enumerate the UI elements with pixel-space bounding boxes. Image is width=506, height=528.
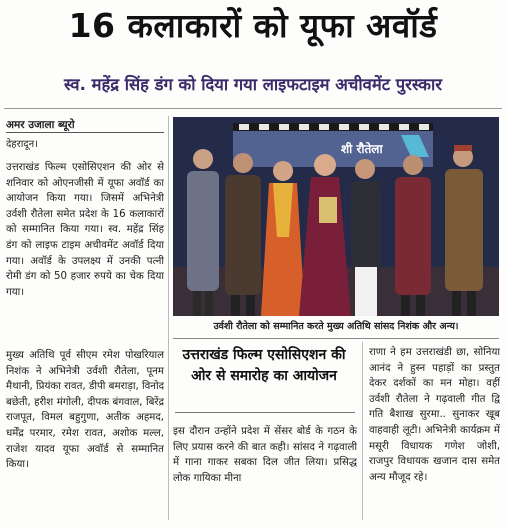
dateline: देहरादून। [6, 139, 38, 150]
headline: 16 कलाकारों को यूफा अवॉर्ड [68, 6, 438, 45]
event-photo [173, 117, 499, 316]
box-heading: उत्तराखंड फिल्म एसोसिएशन की ओर से समारोह का आयोजन [182, 347, 346, 384]
column-divider-left [168, 116, 169, 520]
person-7 [445, 145, 483, 316]
article-paragraph-4: राणा ने हम उत्तराखंडी छा, सोनिया आनंद ने हुस्न पहाड़ों का प्रस्तुत देकर दर्शकों का मन मोहा। वहीं उर्वशी रौतेला ने गढ़वाली गीत द्वि गति बैशाख सुरमा.. सुनाकर खूब वाहवाही लूटी। अभिनेत्री कार्यक्रम में मसूरी विधायक गणेश जोशी, राजपुर विधायक खजान दास समेत अन्य मौजूद रहे। [369, 347, 500, 483]
box-heading-rule [175, 412, 355, 413]
article-paragraph-1: उत्तराखंड फिल्म एसोसिएशन की ओर से शनिवार को ओएनजीसी में यूफा अवॉर्ड का आयोजन किया गया। जिसमें अभिनेत्री उर्वशी रौतेला समेत प्रदेश के 16 कलाकारों को सम्मानित किया गया। स्व. महेंद्र सिंह डंग को लाइफ टाइम अचीवमेंट अवॉर्ड दिया गया। अवॉर्ड के उपलक्ष्य में उनकी पत्नी रोमी डंग को 50 हजार रुपये का चेक दिया गया। [6, 162, 164, 298]
photo-caption: उर्वशी रौतेला को सम्मानित करते मुख्य अतिथि सांसद निशंक और अन्य। [213, 321, 459, 332]
person-2 [225, 153, 261, 316]
subheadline-rule [4, 108, 502, 109]
article-paragraph-3: इस दौरान उन्होंने प्रदेश में सेंसर बोर्ड के गठन के लिए प्रयास करने की बात कही। सांसद ने गढ़वाली में गाना गाकर सबका दिल जीत लिया। प्रसिद्ध लोक गायिका मीना [173, 426, 357, 484]
stage-sign-text: शी रौतेला [341, 142, 383, 156]
person-5 [351, 159, 381, 316]
article-paragraph-2: मुख्य अतिथि पूर्व सीएम रमेश पोखरियाल निशंक ने अभिनेत्री उर्वशी रौतेला, पूनम मैथानी, प्रियंका रावत, डीपी बमराड़ा, विनोद बछेती, हरीश मंगोली, दीपक बंगवाल, बिरेंद्र राजपूत, विमल बहुगुणा, अतीक अहमद, धर्मेंद्र परमार, रमेश रावत, अशोक मल्ल, राजेश यादव यूफा अवॉर्ड से सम्मानित किया। [6, 350, 164, 471]
person-6 [395, 155, 431, 316]
box-rule-top [173, 338, 499, 339]
column-divider-right [362, 342, 363, 520]
byline-rule [6, 132, 164, 133]
subheadline: स्व. महेंद्र सिंह डंग को दिया गया लाइफटाइम अचीवमेंट पुरस्कार [63, 75, 442, 94]
byline: अमर उजाला ब्यूरो [6, 119, 75, 131]
event-photo-illustration [173, 117, 499, 316]
